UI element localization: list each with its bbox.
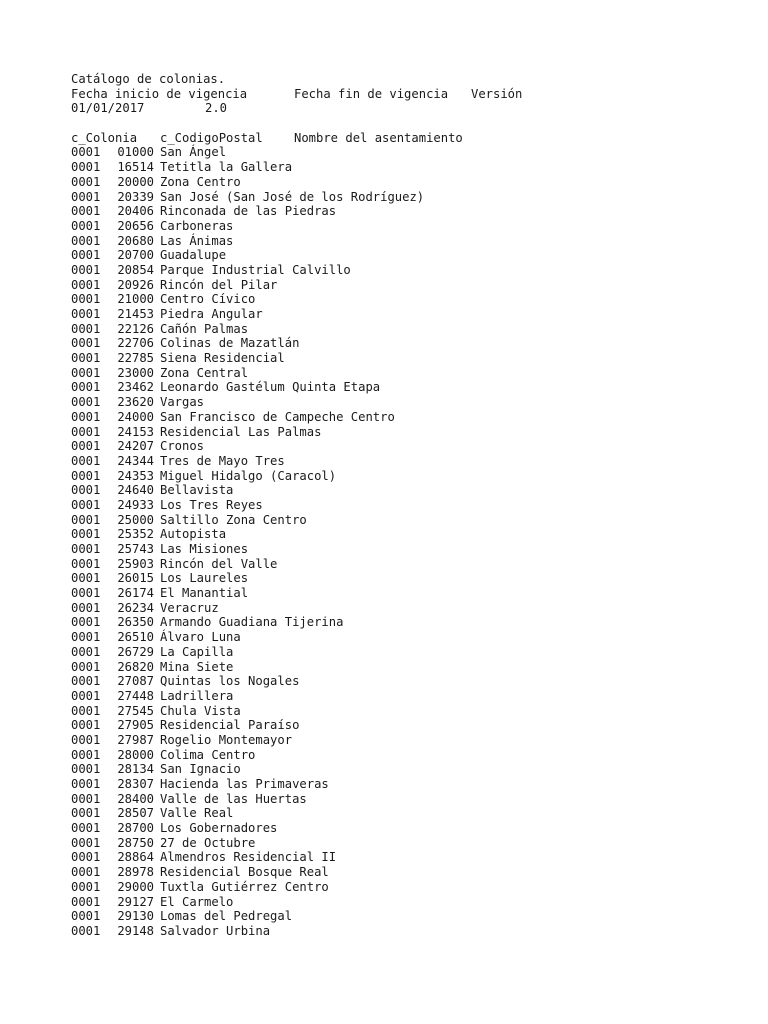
settlement-name: Los Laureles	[160, 571, 249, 586]
colonia-code: 0001	[71, 909, 101, 924]
postal-code: 28864	[117, 850, 154, 865]
postal-code: 25000	[117, 512, 154, 527]
postal-code: 25903	[117, 556, 154, 571]
table-row	[71, 219, 751, 234]
colonia-code: 0001	[71, 395, 101, 410]
fecha-inicio-label: Fecha inicio de vigencia	[71, 86, 248, 101]
settlement-name: Colima Centro	[160, 747, 256, 762]
colonia-code: 0001	[71, 351, 101, 366]
settlement-name: San Francisco de Campeche Centro	[160, 409, 395, 424]
colonia-code: 0001	[71, 850, 101, 865]
table-row	[71, 924, 751, 939]
table-row	[71, 704, 751, 719]
table-row	[71, 454, 751, 469]
colonia-code: 0001	[71, 145, 101, 160]
postal-code: 24153	[117, 424, 154, 439]
settlement-name: Vargas	[160, 395, 205, 410]
colonia-code: 0001	[71, 380, 101, 395]
document-page	[71, 72, 751, 939]
table-row	[71, 204, 751, 219]
table-row	[71, 792, 751, 807]
colonia-code: 0001	[71, 879, 101, 894]
table-row	[71, 895, 751, 910]
table-row	[71, 366, 751, 381]
colonia-code: 0001	[71, 277, 101, 292]
table-row	[71, 498, 751, 513]
settlement-name: Residencial Bosque Real	[160, 865, 329, 880]
table-row	[71, 351, 751, 366]
postal-code: 29000	[117, 879, 154, 894]
postal-code: 28000	[117, 747, 154, 762]
table-row	[71, 836, 751, 851]
postal-code: 26174	[117, 586, 154, 601]
table-row	[71, 439, 751, 454]
postal-code: 28700	[117, 821, 154, 836]
table-row	[71, 410, 751, 425]
settlement-name: Rincón del Valle	[160, 556, 278, 571]
table-row	[71, 880, 751, 895]
table-body	[71, 145, 751, 938]
table-row	[71, 689, 751, 704]
settlement-name: Las Ánimas	[160, 233, 234, 248]
column-header-codigo-postal: c_CodigoPostal	[160, 130, 263, 145]
table-row	[71, 380, 751, 395]
table-row	[71, 909, 751, 924]
colonia-code: 0001	[71, 468, 101, 483]
postal-code: 27545	[117, 703, 154, 718]
colonia-code: 0001	[71, 747, 101, 762]
postal-code: 24640	[117, 483, 154, 498]
table-row	[71, 527, 751, 542]
settlement-name: Rinconada de las Piedras	[160, 204, 337, 219]
settlement-name: Armando Guadiana Tijerina	[160, 615, 344, 630]
postal-code: 22706	[117, 336, 154, 351]
postal-code: 28507	[117, 806, 154, 821]
table-row	[71, 557, 751, 572]
postal-code: 25743	[117, 542, 154, 556]
table-row	[71, 806, 751, 821]
colonia-code: 0001	[71, 512, 101, 527]
settlement-name: Tres de Mayo Tres	[160, 453, 285, 468]
colonia-code: 0001	[71, 556, 101, 571]
postal-code: 01000	[117, 145, 154, 160]
settlement-name: Chula Vista	[160, 703, 241, 718]
postal-code: 28134	[117, 762, 154, 777]
settlement-name: Ladrillera	[160, 688, 234, 703]
colonia-code: 0001	[71, 688, 101, 703]
table-row	[71, 865, 751, 880]
table-row	[71, 601, 751, 616]
settlement-name: 27 de Octubre	[160, 835, 256, 850]
colonia-code: 0001	[71, 321, 101, 336]
settlement-name: El Carmelo	[160, 894, 234, 909]
table-row	[71, 821, 751, 836]
postal-code: 27448	[117, 688, 154, 703]
colonia-code: 0001	[71, 659, 101, 674]
settlement-name: San José (San José de los Rodríguez)	[160, 189, 425, 204]
table-row	[71, 748, 751, 763]
colonia-code: 0001	[71, 835, 101, 850]
colonia-code: 0001	[71, 732, 101, 747]
table-header	[71, 131, 751, 146]
postal-code: 28978	[117, 865, 154, 880]
postal-code: 20406	[117, 204, 154, 219]
settlement-name: Bellavista	[160, 483, 234, 498]
settlement-name: Saltillo Zona Centro	[160, 512, 307, 527]
settlement-name: Siena Residencial	[160, 351, 285, 366]
table-row	[71, 850, 751, 865]
postal-code: 28307	[117, 777, 154, 791]
settlement-name: Zona Central	[160, 365, 249, 380]
colonia-code: 0001	[71, 439, 101, 454]
column-header-nombre: Nombre del asentamiento	[294, 130, 463, 145]
table-row	[71, 263, 751, 278]
table-row	[71, 145, 751, 160]
table-row	[71, 762, 751, 777]
postal-code: 24933	[117, 497, 154, 512]
table-row	[71, 190, 751, 205]
version-label: Versión	[471, 86, 523, 101]
postal-code: 26234	[117, 600, 154, 615]
colonia-code: 0001	[71, 307, 101, 321]
colonia-code: 0001	[71, 204, 101, 219]
postal-code: 23462	[117, 380, 154, 395]
colonia-code: 0001	[71, 292, 101, 307]
settlement-name: La Capilla	[160, 644, 234, 659]
colonia-code: 0001	[71, 424, 101, 439]
document-title: Catálogo de colonias.	[71, 72, 226, 86]
settlement-name: Tuxtla Gutiérrez Centro	[160, 879, 329, 894]
colonia-code: 0001	[71, 806, 101, 821]
postal-code: 26015	[117, 571, 154, 586]
postal-code: 26729	[117, 644, 154, 659]
table-row	[71, 630, 751, 645]
settlement-name: Colinas de Mazatlán	[160, 336, 300, 351]
postal-code: 25352	[117, 527, 154, 542]
settlement-name: El Manantial	[160, 586, 249, 601]
colonia-code: 0001	[71, 233, 101, 248]
colonia-code: 0001	[71, 542, 101, 556]
table-row	[71, 395, 751, 410]
postal-code: 26820	[117, 659, 154, 674]
settlement-name: Salvador Urbina	[160, 923, 271, 938]
settlement-name: Las Misiones	[160, 542, 249, 556]
table-row	[71, 571, 751, 586]
settlement-name: Almendros Residencial II	[160, 850, 337, 865]
settlement-name: San Ángel	[160, 145, 227, 160]
settlement-name: Zona Centro	[160, 174, 241, 189]
colonia-code: 0001	[71, 762, 101, 777]
settlement-name: Centro Cívico	[160, 292, 256, 307]
colonia-code: 0001	[71, 586, 101, 601]
settlement-name: Piedra Angular	[160, 307, 263, 321]
settlement-name: Guadalupe	[160, 248, 227, 263]
colonia-code: 0001	[71, 497, 101, 512]
table-row	[71, 248, 751, 263]
postal-code: 29127	[117, 894, 154, 909]
colonia-code: 0001	[71, 923, 101, 938]
settlement-name: Los Tres Reyes	[160, 497, 263, 512]
table-row	[71, 175, 751, 190]
postal-code: 29130	[117, 909, 154, 924]
table-row	[71, 674, 751, 689]
colonia-code: 0001	[71, 453, 101, 468]
settlement-name: Leonardo Gastélum Quinta Etapa	[160, 380, 381, 395]
table-row	[71, 733, 751, 748]
colonia-code: 0001	[71, 483, 101, 498]
column-header-colonia: c_Colonia	[71, 130, 138, 145]
colonia-code: 0001	[71, 644, 101, 659]
postal-code: 27087	[117, 674, 154, 689]
settlement-name: Autopista	[160, 527, 227, 542]
table-row	[71, 777, 751, 792]
postal-code: 24000	[117, 409, 154, 424]
settlement-name: Cronos	[160, 439, 205, 454]
postal-code: 20700	[117, 248, 154, 263]
table-row	[71, 483, 751, 498]
table-row	[71, 469, 751, 484]
colonia-code: 0001	[71, 218, 101, 233]
colonia-code: 0001	[71, 336, 101, 351]
validity-header-values	[71, 101, 751, 116]
table-row	[71, 586, 751, 601]
settlement-name: Rogelio Montemayor	[160, 732, 293, 747]
settlement-name: Cañón Palmas	[160, 321, 249, 336]
settlement-name: Rincón del Pilar	[160, 277, 278, 292]
postal-code: 26510	[117, 630, 154, 645]
colonia-code: 0001	[71, 365, 101, 380]
postal-code: 20926	[117, 277, 154, 292]
colonia-code: 0001	[71, 615, 101, 630]
postal-code: 28400	[117, 791, 154, 806]
settlement-name: San Ignacio	[160, 762, 241, 777]
settlement-name: Mina Siete	[160, 659, 234, 674]
validity-header-labels	[71, 87, 751, 102]
spacer	[71, 116, 751, 131]
postal-code: 27987	[117, 732, 154, 747]
table-row	[71, 645, 751, 660]
table-row	[71, 234, 751, 249]
table-row	[71, 278, 751, 293]
table-row	[71, 336, 751, 351]
colonia-code: 0001	[71, 791, 101, 806]
colonia-code: 0001	[71, 703, 101, 718]
table-row	[71, 307, 751, 322]
postal-code: 28750	[117, 835, 154, 850]
colonia-code: 0001	[71, 718, 101, 733]
postal-code: 20854	[117, 262, 154, 277]
settlement-name: Residencial Paraíso	[160, 718, 300, 733]
fecha-inicio-value: 01/01/2017	[71, 101, 145, 116]
settlement-name: Veracruz	[160, 600, 219, 615]
table-row	[71, 322, 751, 337]
colonia-code: 0001	[71, 865, 101, 880]
postal-code: 20656	[117, 218, 154, 233]
postal-code: 20680	[117, 233, 154, 248]
settlement-name: Álvaro Luna	[160, 630, 241, 645]
settlement-name: Valle Real	[160, 806, 234, 821]
postal-code: 29148	[117, 923, 154, 938]
settlement-name: Los Gobernadores	[160, 821, 278, 836]
table-row	[71, 615, 751, 630]
postal-code: 24344	[117, 453, 154, 468]
postal-code: 24353	[117, 468, 154, 483]
colonia-code: 0001	[71, 777, 101, 791]
table-row	[71, 542, 751, 557]
colonia-code: 0001	[71, 630, 101, 645]
table-row	[71, 292, 751, 307]
settlement-name: Lomas del Pedregal	[160, 909, 293, 924]
postal-code: 26350	[117, 615, 154, 630]
colonia-code: 0001	[71, 527, 101, 542]
colonia-code: 0001	[71, 600, 101, 615]
table-row	[71, 160, 751, 175]
colonia-code: 0001	[71, 248, 101, 263]
table-row	[71, 513, 751, 528]
postal-code: 20000	[117, 174, 154, 189]
table-row	[71, 425, 751, 440]
postal-code: 24207	[117, 439, 154, 454]
table-row	[71, 660, 751, 675]
settlement-name: Hacienda las Primaveras	[160, 777, 329, 791]
fecha-fin-label: Fecha fin de vigencia	[294, 86, 449, 101]
settlement-name: Parque Industrial Calvillo	[160, 262, 351, 277]
table-row	[71, 718, 751, 733]
postal-code: 27905	[117, 718, 154, 733]
colonia-code: 0001	[71, 674, 101, 689]
colonia-code: 0001	[71, 894, 101, 909]
settlement-name: Valle de las Huertas	[160, 791, 307, 806]
postal-code: 20339	[117, 189, 154, 204]
postal-code: 21453	[117, 307, 154, 321]
settlement-name: Carboneras	[160, 218, 234, 233]
colonia-code: 0001	[71, 160, 101, 175]
settlement-name: Residencial Las Palmas	[160, 424, 322, 439]
colonia-code: 0001	[71, 821, 101, 836]
postal-code: 22126	[117, 321, 154, 336]
postal-code: 22785	[117, 351, 154, 366]
colonia-code: 0001	[71, 174, 101, 189]
settlement-name: Quintas los Nogales	[160, 674, 300, 689]
colonia-code: 0001	[71, 571, 101, 586]
settlement-name: Miguel Hidalgo (Caracol)	[160, 468, 337, 483]
version-value: 2.0	[205, 101, 228, 116]
postal-code: 16514	[117, 160, 154, 175]
colonia-code: 0001	[71, 409, 101, 424]
colonia-code: 0001	[71, 189, 101, 204]
postal-code: 21000	[117, 292, 154, 307]
settlement-name: Tetitla la Gallera	[160, 160, 293, 175]
colonia-code: 0001	[71, 262, 101, 277]
postal-code: 23000	[117, 365, 154, 380]
postal-code: 23620	[117, 395, 154, 410]
